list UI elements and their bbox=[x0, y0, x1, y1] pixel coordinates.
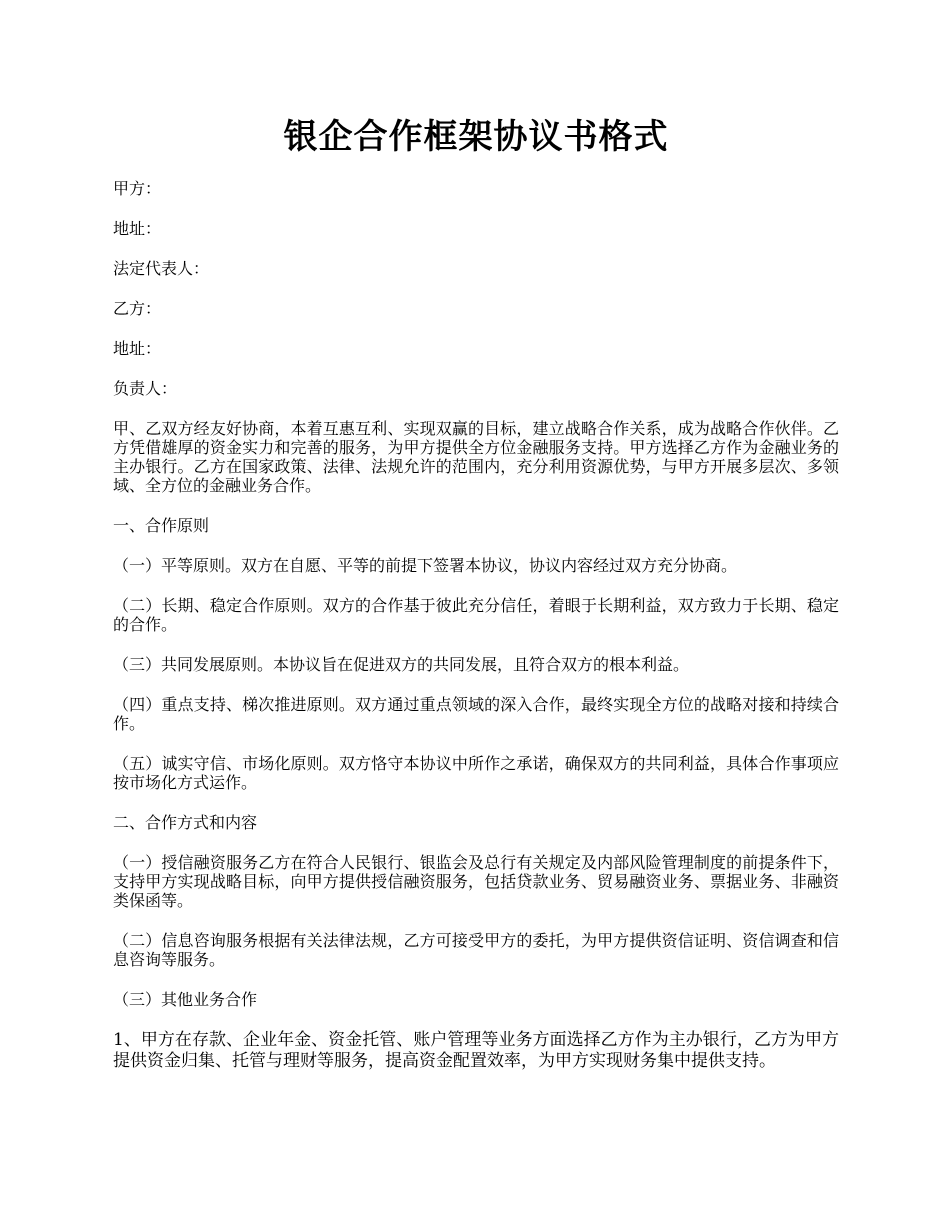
document-title: 银企合作框架协议书格式 bbox=[283, 117, 669, 157]
principle-integrity: （五）诚实守信、市场化原则。双方恪守本协议中所作之承诺，确保双方的共同利益，具体合作事项应按市场化方式运作。 bbox=[113, 754, 839, 792]
method-other-business: （三）其他业务合作 bbox=[113, 990, 258, 1009]
responsible-person-label: 负责人： bbox=[113, 379, 178, 398]
section-heading-principles: 一、合作原则 bbox=[113, 516, 210, 535]
method-info-consulting: （二）信息咨询服务根据有关法律法规，乙方可接受甲方的委托，为甲方提供资信证明、资信调查和信息咨询等服务。 bbox=[113, 931, 839, 969]
party-b-address-label: 地址： bbox=[113, 339, 162, 358]
legal-representative-label: 法定代表人： bbox=[113, 259, 210, 278]
principle-long-term: （二）长期、稳定合作原则。双方的合作基于彼此充分信任，着眼于长期利益，双方致力于长期、稳定的合作。 bbox=[113, 596, 839, 634]
document-body bbox=[113, 179, 839, 1093]
principle-key-support: （四）重点支持、梯次推进原则。双方通过重点领域的深入合作，最终实现全方位的战略对接和持续合作。 bbox=[113, 695, 839, 733]
preamble-paragraph: 甲、乙双方经友好协商，本着互惠互利、实现双赢的目标，建立战略合作关系，成为战略合作伙伴。乙方凭借雄厚的资金实力和完善的服务，为甲方提供全方位金融服务支持。甲方选择乙方作为金融业务的主办银行。乙方在国家政策、法律、法规允许的范围内，充分利用资源优势，与甲方开展多层次、多领域、全方位的金融业务合作。 bbox=[113, 419, 839, 495]
method-credit-financing: （一）授信融资服务乙方在符合人民银行、银监会及总行有关规定及内部风险管理制度的前提条件下，支持甲方实现战略目标，向甲方提供授信融资服务，包括贷款业务、贸易融资业务、票据业务、非融资类保函等。 bbox=[113, 853, 839, 910]
party-b-label: 乙方： bbox=[113, 299, 162, 318]
section-heading-methods: 二、合作方式和内容 bbox=[113, 813, 258, 832]
party-a-address-label: 地址： bbox=[113, 219, 162, 238]
principle-common-development: （三）共同发展原则。本协议旨在促进双方的共同发展，且符合双方的根本利益。 bbox=[113, 655, 690, 674]
other-business-item-1: 1、甲方在存款、企业年金、资金托管、账户管理等业务方面选择乙方作为主办银行，乙方为甲方提供资金归集、托管与理财等服务，提高资金配置效率，为甲方实现财务集中提供支持。 bbox=[113, 1030, 839, 1071]
party-a-label: 甲方： bbox=[113, 179, 162, 198]
principle-equality: （一）平等原则。双方在自愿、平等的前提下签署本协议，协议内容经过双方充分协商。 bbox=[113, 556, 738, 575]
